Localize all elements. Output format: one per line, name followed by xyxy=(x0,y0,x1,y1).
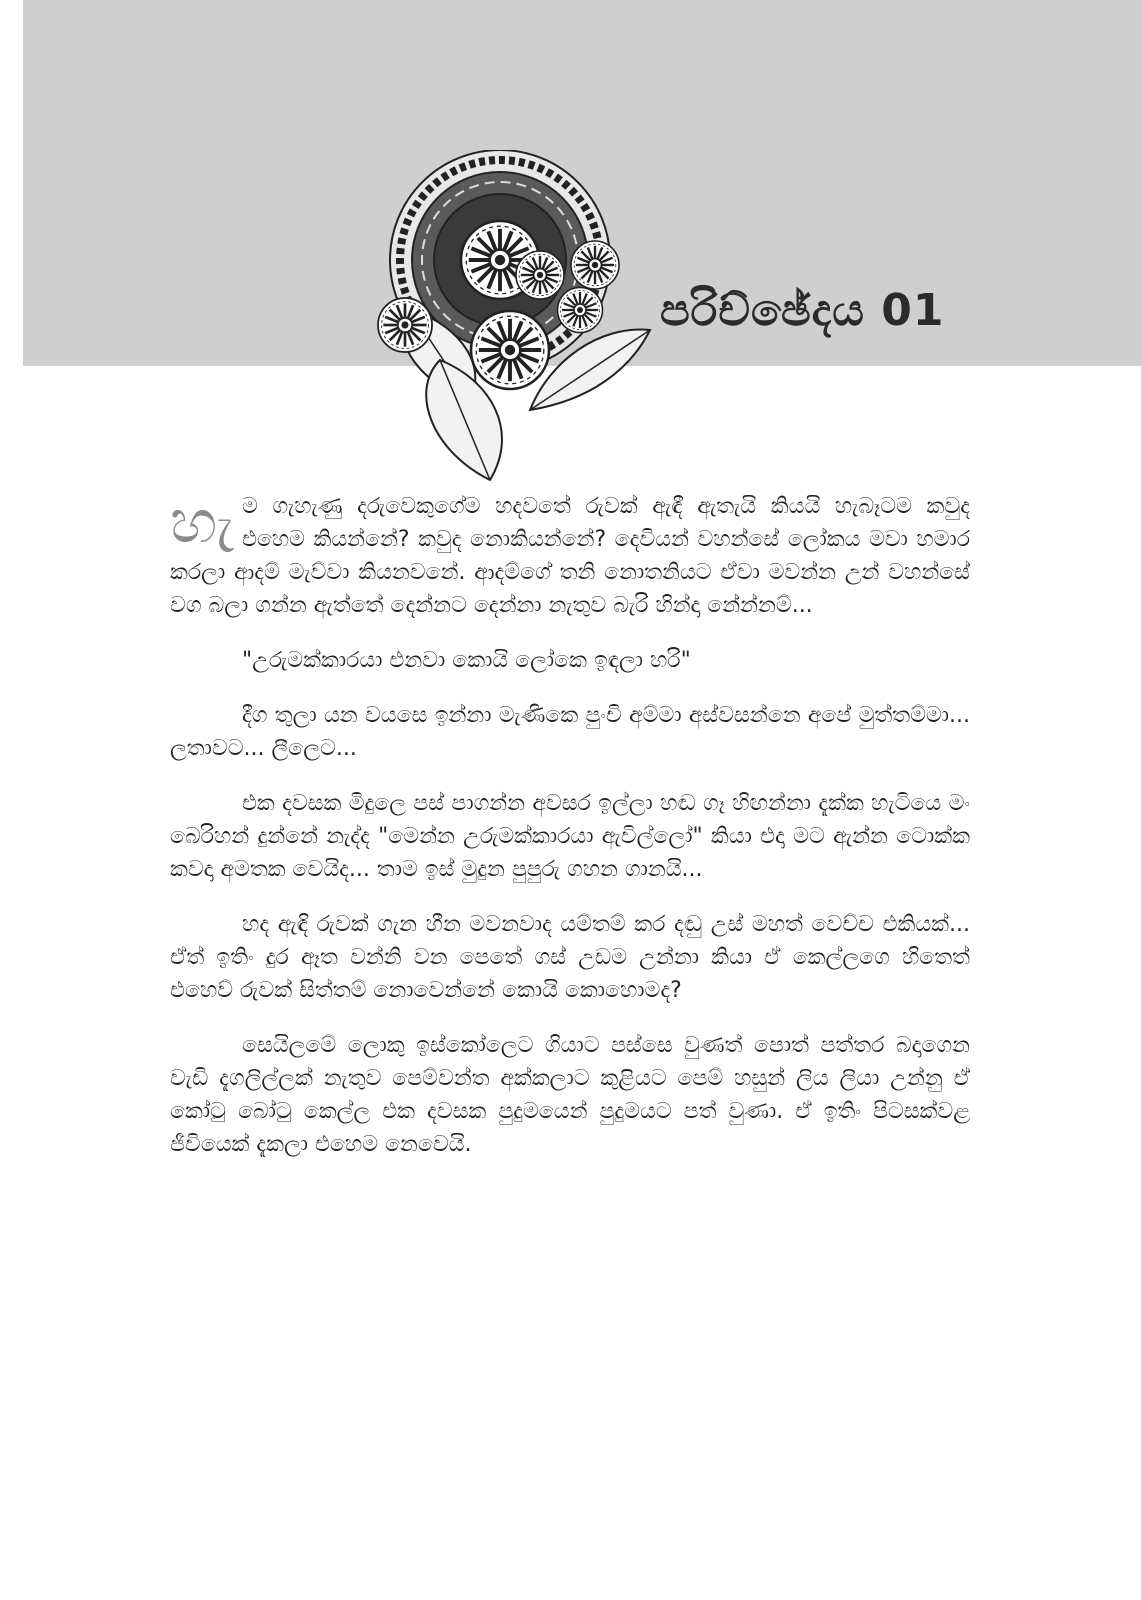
paragraph-2-quote: "උරුමක්කාරයා එනවා කොයි ලෝකෙ ඉඳලා හරි" xyxy=(242,648,691,673)
chapter-body xyxy=(170,487,970,1183)
paragraph-1-text: ම ගැහැණු දරුවෙකුගේම හදවතේ රුවක් ඇඳී ඇතැයි කියයි හැබෑටම කවුද එහෙම කියන්නේ? කවුද නොකියන්නේ? දෙවියන් වහන්සේ ලෝකය මවා හමාර කරලා ආදම් මැව්වා කියනවනේ. ආදම්ගේ තනි නොතනියට ඒවා මවන්න උන් වහන්සේ වග බලා ගන්න ඇත්තේ දෙන්නට දෙන්නා නැතුව බැරි හින්දා නේන්නම්... xyxy=(170,494,970,618)
mandala-floral-ornament-icon xyxy=(350,150,670,485)
chapter-title: පරිච්ඡේදය 01 xyxy=(660,285,945,336)
paragraph-4: එක දවසක මිදුලෙ පස් පාගන්න අවසර ඉල්ලා හඬ ගෑ හිඟන්නා දැක්ක හැටියෙ මං බෙරිහන් දුන්නේ නැද්ද "මෙන්න උරුමක්කාරයා ඇවිල්ලෝ" කියා එදා මට ඇන්න ටොක්ක කවදා අමතක වෙයිද... තාම ඉස් මුදුන පුපුරු ගහන ගානයි... xyxy=(170,791,970,882)
paragraph-1 xyxy=(170,487,970,622)
drop-cap: හැ xyxy=(170,487,234,557)
paragraph-3: දීග තුලා යන වයසෙ ඉන්නා මැණිකෙ පුංචි අම්මා අස්වසන්නෙ අපේ මුත්තම්මා... ලතාවට... ලීලෙට... xyxy=(170,703,970,761)
paragraph-5: හද ඇඳි රුවක් ගැන හීන මවනවාද යම්තම් කර දඬු උස් මහත් වෙච්ච එකියක්... ඒත් ඉතිං දුර ඈත වන්නි වන පෙතේ ගස් උඩම උන්නා කියා ඒ කෙල්ලගෙ හිතෙත් එහෙව් රුවක් සිත්තම් නොවෙන්නේ කොයි කොහොමද? xyxy=(170,912,970,1003)
paragraph-6: සෙයිලමේ ලොකු ඉස්කෝලෙට ගියාට පස්සෙ වුණත් පොත් පත්තර බදාගෙන වැඩි දැගලිල්ලක් නැතුව පෙම්වන්ත අක්කලාට කුළියට පෙම් හසුන් ලිය ලියා උන්නු ඒ කෝටු බෝටු කෙල්ල එක දවසක පුදුමයෙන් පුදුමයට පත් වුණා. ඒ ඉතිං පිටසක්වළ ජීවියෙක් දැකලා එහෙම නෙවෙයි. xyxy=(170,1033,970,1157)
